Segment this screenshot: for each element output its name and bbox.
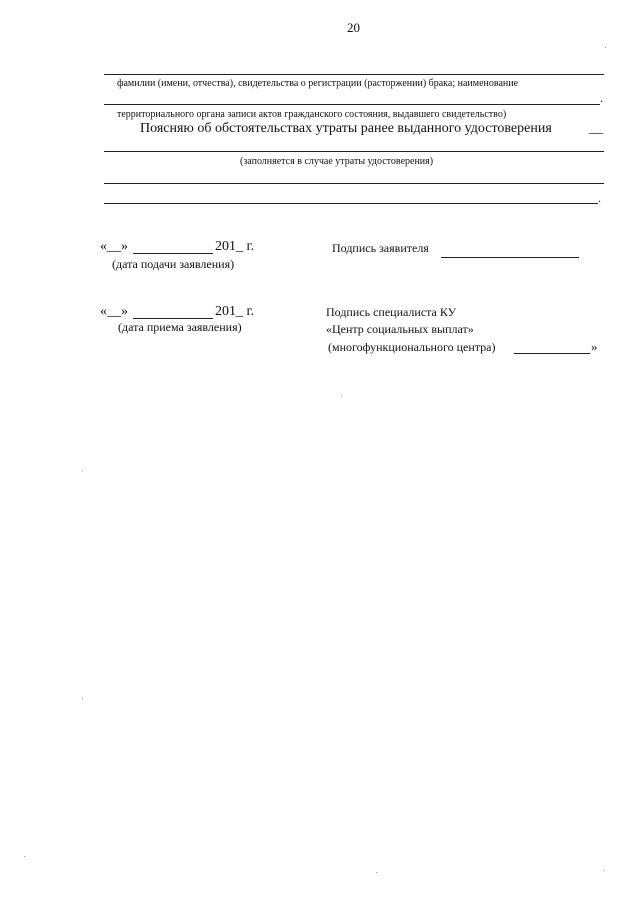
applicant-date-open: «__» [100,239,128,254]
applicant-date-year: 201_ г. [215,239,255,254]
specialist-date-rule [133,318,213,319]
specialist-line-1: Подпись специалиста КУ [326,305,457,319]
explanation-rule-1 [104,151,604,152]
organ-rule [104,104,600,105]
scan-speck [376,872,377,873]
scan-speck [603,870,604,871]
end-mark-2: . [598,191,601,205]
end-mark-1: . [600,91,603,105]
explanation-tail: __ [589,121,603,136]
top-rule [104,74,604,75]
caption-organ: территориального органа записи актов гражданского состояния, выдавшего свидетельство) [117,109,507,120]
scan-speck [605,47,606,48]
specialist-line-3: (многофункционального центра) [328,340,496,354]
applicant-signature-label: Подпись заявителя [332,241,429,255]
scan-speck [341,395,342,396]
specialist-signature-line[interactable] [514,353,590,354]
specialist-date-open: «__» [100,304,128,319]
applicant-date-rule [133,253,213,254]
caption-loss: (заполняется в случае утраты удостоверения) [240,156,434,167]
explanation-rule-3 [104,203,598,204]
explanation-label: Поясняю об обстоятельствах утраты ранее выданного удостоверения [140,121,552,136]
specialist-line-2: «Центр социальных выплат» [326,322,474,336]
specialist-line-3-end: » [591,339,598,354]
applicant-date-caption: (дата подачи заявления) [112,257,235,271]
explanation-rule-2 [104,183,604,184]
applicant-signature-line[interactable] [441,257,579,258]
scan-speck [82,698,83,699]
scan-speck [24,856,25,857]
scan-speck [82,470,83,471]
specialist-date-caption: (дата приема заявления) [118,320,242,334]
page-number: 20 [347,20,360,35]
caption-names: фамилии (имени, отчества), свидетельства о регистрации (расторжении) брака; наименование [117,78,519,89]
specialist-date-year: 201_ г. [215,304,255,319]
